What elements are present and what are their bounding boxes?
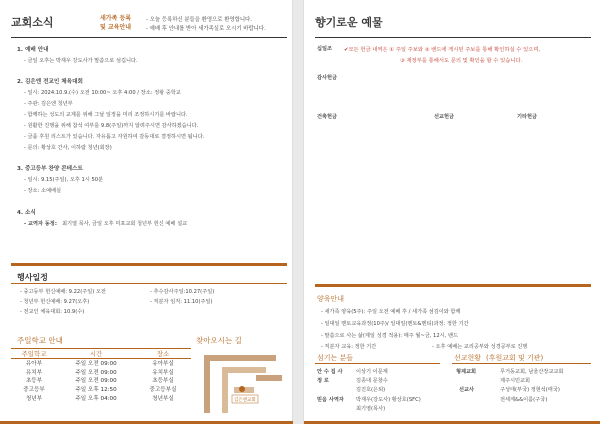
nurture-line: - 새가족 양육(5주): 주일 오전 예배 후 / 새가족 섬김이와 함께 xyxy=(321,309,461,315)
server-value: 최기영(목사) xyxy=(356,406,386,412)
missions-subtitle: (후원교회 및 기관) xyxy=(486,354,544,362)
server-label: 정 로 xyxy=(317,378,329,384)
schedule-item: - 중고등부 헌신예배: 9.22(주일) 오전 xyxy=(20,289,106,295)
right-page xyxy=(303,0,600,424)
news-1-line: - 금일 오후는 박재우 강도사가 말씀으로 섬깁니다. xyxy=(24,58,138,64)
schedule-item: - 직분자 임직: 11.10(주일) xyxy=(150,299,213,305)
news-4-text: 최기열 목사, 금일 오후 미포교회 청년부 헌신 예배 설교 xyxy=(62,221,188,227)
table-row: 초등부 주일 오전 09:00 초등부실 xyxy=(25,378,174,385)
table-header: 주일학교 xyxy=(11,349,57,359)
table-row: 유아부 주일 오전 09:00 유아부실 xyxy=(25,361,174,368)
mission-value: 제주시민교회 xyxy=(500,378,531,384)
table-header: 장소 xyxy=(135,349,191,359)
news-2-head: 2. 김은엔 전교인 체육대회 xyxy=(17,79,83,85)
offering-notice-1: ✔모든 헌금 내역은 ① 주일 주보와 ② 밴드에 게시된 주보를 통해 확인하실 수 있으며, xyxy=(344,47,541,53)
mission-value: 구성태(부국) 정현석(태국) xyxy=(500,387,560,393)
directions-title: 찾아오시는 길 xyxy=(196,336,242,345)
table-row: 청년부 주일 오후 04:00 청년부실 xyxy=(25,396,174,403)
missions-title: 선교현황 xyxy=(454,354,482,362)
nurture-line: - 직분자 교육: 정한 기간 xyxy=(321,344,377,350)
offering-col-mission: 선교헌금 xyxy=(434,114,455,120)
church-news-title: 교회소식 xyxy=(11,16,54,29)
news-1-head: 1. 예배 안내 xyxy=(17,47,49,53)
server-value: 이상기 이문재 xyxy=(356,369,388,375)
table-row: 중고등부 주일 오후 12:50 중고등부실 xyxy=(23,387,177,394)
news-2-line: - 금품 후원 리스트가 있습니다. 자유롭고 자원하여 감동대로 결정하시면 됩니다. xyxy=(24,134,205,140)
table-row: 유치부 주일 오전 09:00 유치부실 xyxy=(25,369,174,376)
news-4-label: - 교역자 동정: xyxy=(24,221,57,227)
welcome-label: 새가족 등록 및 교육안내 xyxy=(100,15,132,31)
servers-title: 섬기는 분들 xyxy=(317,354,354,362)
server-value: 김종대 문창수 xyxy=(356,378,388,384)
welcome-text-2: - 예배 후 안내를 받아 새가족실로 오시기 바랍니다. xyxy=(146,26,266,32)
news-2-line: - 함께하는 성도의 교제를 위해 그날 일정을 미리 조정하시기를 바랍니다. xyxy=(24,112,188,118)
title-divider xyxy=(315,37,591,38)
server-value: 김진호(은퇴) xyxy=(356,387,386,393)
server-value: 박재우(강도사) 황상호(SFC) xyxy=(356,397,421,403)
offering-title: 향기로운 예물 xyxy=(315,16,383,29)
offering-col-building: 건축헌금 xyxy=(317,114,338,120)
mission-label: 선교사 xyxy=(459,387,475,393)
sunday-school-table xyxy=(11,348,191,402)
schedule-item: - 청년부 헌신예배: 9.27(오후) xyxy=(20,299,90,305)
news-3-line: - 일시: 9.15(주일), 오후 1시 50분 xyxy=(24,177,104,183)
welcome-text-1: - 오늘 등록하신 분들을 환영으로 환영합니다. xyxy=(146,17,252,23)
table-header: 시간 xyxy=(57,349,135,359)
schedule-title: 행사일정 xyxy=(17,273,48,282)
nurture-bar xyxy=(315,284,591,287)
news-3-head: 3. 중고등부 찬양 콘테스트 xyxy=(17,166,83,172)
sunday-school-title: 주일학교 안내 xyxy=(17,336,63,345)
news-2-line: - 주관: 김은엔 청년부 xyxy=(24,101,73,107)
offering-notice-2: ③ 재정부를 통해서도 문의 및 확인을 할 수 있습니다. xyxy=(400,58,523,64)
title-divider xyxy=(11,37,287,38)
nurture-line: - 오후 예배는 교리공부와 성경공부로 진행 xyxy=(432,344,528,350)
mission-label: 형제교회 xyxy=(456,369,477,375)
schedule-bar xyxy=(11,263,287,266)
thanks-label: 감사헌금 xyxy=(317,75,338,81)
servers-divider xyxy=(315,363,440,364)
page-gutter xyxy=(293,0,303,424)
nurture-line: - 일대일 멘토교육과정(10주)/ 일대일(멘토&멘티)과정: 정한 기간 xyxy=(321,321,469,327)
news-2-line: - 문의: 황상호 간사, 이하람 청년(회장) xyxy=(24,145,112,151)
news-2-line: - 원활한 진행을 위해 참석 여부를 9.8(주일)까지 알려주시면 감사하겠습니다. xyxy=(24,123,199,129)
news-3-line: - 장소: 소예배실 xyxy=(24,188,61,194)
church-location-label: 김은엔교회 xyxy=(234,398,256,403)
nurture-title: 양육안내 xyxy=(317,295,345,303)
news-2-line: - 일시: 2024.10.9.(수) 오전 10:00~ 오후 4:00 / 장소: 정왕 중학교 xyxy=(24,90,181,96)
left-page xyxy=(0,0,293,424)
nurture-line: - 말씀으로 사는 삶(제일 성경 적용): 매주 월~금, 12시, 밴드 xyxy=(321,333,458,339)
mission-value: 무거동교회, 남울산장교교회 xyxy=(500,369,564,375)
schedule-divider xyxy=(11,283,287,284)
mission-value: 전세계&&이름(구국) xyxy=(500,397,548,403)
server-label: 안 수 집 사 xyxy=(317,369,343,375)
offering-col-other: 기타헌금 xyxy=(517,114,538,120)
schedule-item: - 추수감사주일:10.27(주일) xyxy=(150,289,215,295)
missions-divider xyxy=(452,363,591,364)
server-label: 믿음 사역자 xyxy=(317,397,344,403)
news-4-head: 4. 소식 xyxy=(17,210,36,216)
schedule-item: - 전교인 체육대회: 10.9(수) xyxy=(20,309,85,315)
directions-map xyxy=(196,347,288,417)
tithe-label: 십일조 xyxy=(317,46,333,52)
